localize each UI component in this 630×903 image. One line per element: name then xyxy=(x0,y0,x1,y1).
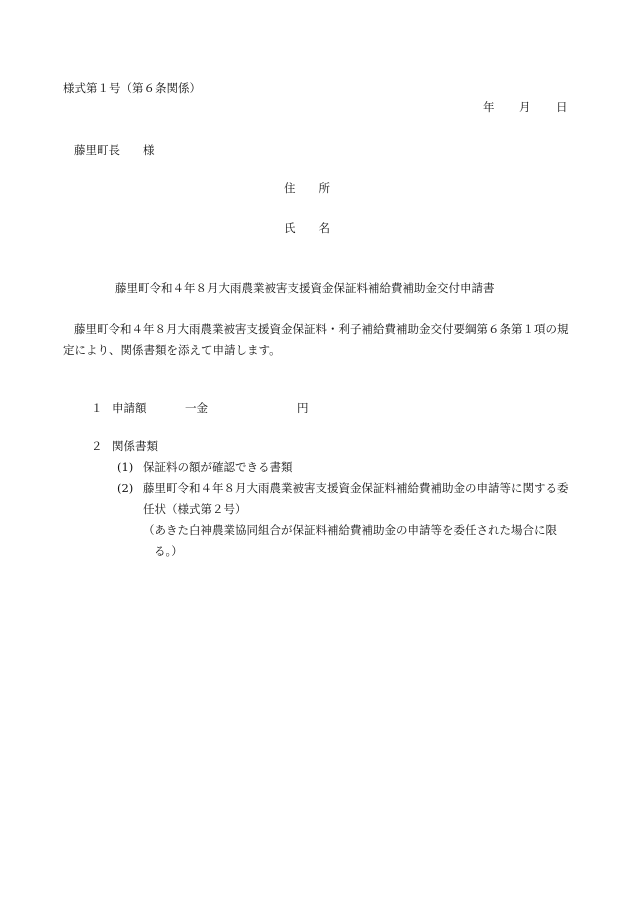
amount-prefix: 一金 xyxy=(185,401,208,415)
date-year-label: 年 xyxy=(483,100,495,114)
amount-unit: 円 xyxy=(297,401,309,415)
doc-1-text: 保証料の額が確認できる書類 xyxy=(143,460,293,474)
item-2-number: ２ xyxy=(91,439,103,453)
item-1-number: １ xyxy=(91,401,103,415)
document-title: 藤里町令和４年８月大雨農業被害支援資金保証料補給費補助金交付申請書 xyxy=(115,281,495,295)
doc-1-number: (1) xyxy=(117,460,134,474)
form-label: 様式第１号（第６条関係） xyxy=(63,81,201,95)
name-label: 氏 名 xyxy=(284,221,330,235)
doc-2-text: 藤里町令和４年８月大雨農業被害支援資金保証料補給費補助金の申請等に関する委任状（様式第２号） xyxy=(143,481,569,516)
item-2-label: 関係書類 xyxy=(112,439,158,453)
item-1-label: 申請額 xyxy=(112,401,147,415)
date-day-label: 日 xyxy=(556,100,568,114)
address-label: 住 所 xyxy=(284,181,330,195)
doc-2-number: (2) xyxy=(117,481,134,495)
date-month-label: 月 xyxy=(519,100,531,114)
addressee: 藤里町長 様 xyxy=(74,143,155,157)
doc-2-note: （あきた白神農業協同組合が保証料補給費補助金の申請等を委任された場合に限る。） xyxy=(143,523,557,558)
body-text: 藤里町令和４年８月大雨農業被害支援資金保証料・利子補給費補助金交付要綱第６条第１項の規定により、関係書類を添えて申請します。 xyxy=(63,322,569,357)
